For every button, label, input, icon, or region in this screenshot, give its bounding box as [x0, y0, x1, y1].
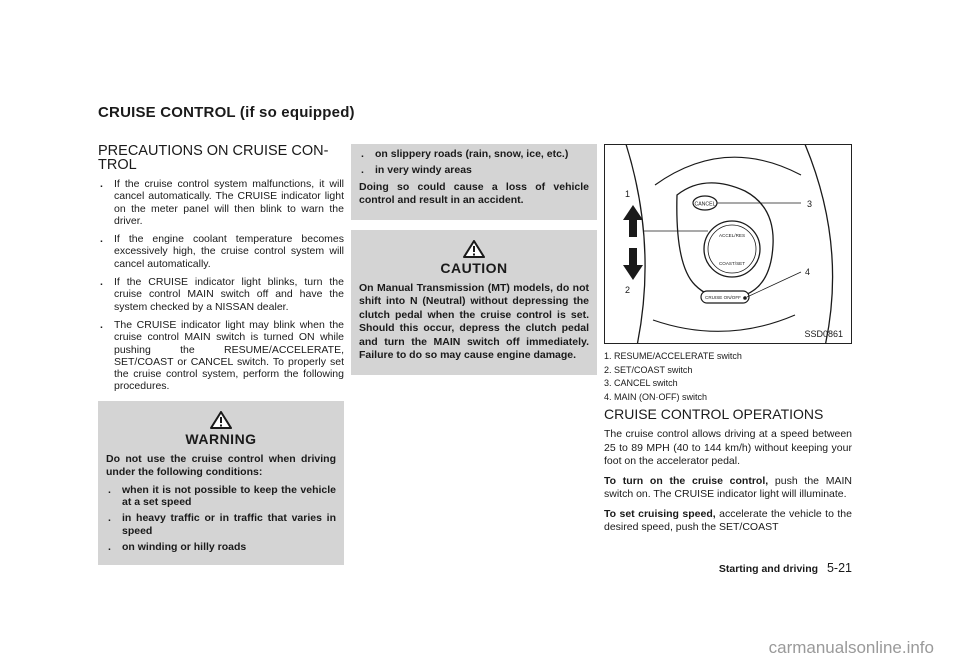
switch-legend — [604, 350, 852, 404]
cancel-switch-label: CANCEL — [694, 201, 716, 208]
warning-closing: Doing so could cause a loss of vehicle control and result in an accident. — [359, 180, 589, 207]
watermark: carmanualsonline.info — [768, 638, 934, 657]
callout-2: 2 — [625, 285, 631, 295]
list-item: . If the cruise control system malfunctions, it will cancel automatically. The CRUISE indicator light on the meter panel will then blink to warn the driver. — [100, 178, 344, 227]
warning-icon — [210, 411, 232, 429]
legend-item: 1. RESUME/ACCELERATE switch — [604, 351, 742, 361]
list-item: . If the engine coolant temperature becomes excessively high, the cruise control system will cancel automatically. — [100, 233, 344, 270]
operations-body — [604, 428, 852, 535]
warning-list — [106, 484, 336, 553]
column-right — [604, 144, 852, 541]
caution-text: On Manual Transmission (MT) models, do not shift into N (Neutral) without depressing the clutch pedal when the cruise control is set. Should this occur, depress the clutch pedal and turn the MAIN switch off immediately. Failure to do so may cause engine damage. — [359, 281, 589, 362]
operations-paragraph: To turn on the cruise control, push the MAIN switch on. The CRUISE indicator light will illuminate. — [604, 474, 852, 500]
accel-switch-label: ACCEL/RES — [718, 233, 746, 238]
caution-icon — [463, 240, 485, 258]
operations-heading: CRUISE CONTROL OPERATIONS — [604, 406, 824, 422]
down-arrow-icon — [623, 248, 643, 280]
switch-diagram — [604, 144, 852, 344]
list-item: . in heavy traffic or in traffic that varies in speed — [108, 512, 336, 537]
section-title: CRUISE CONTROL (if so equipped) — [98, 104, 355, 121]
list-item: . The CRUISE indicator light may blink when the cruise control MAIN switch is turned ON while pushing the RESUME/ACCELERATE, SET/COAST or CANCEL switch. To properly set the cruise control system, perform the following procedures. — [100, 318, 344, 393]
legend-item: 2. SET/COAST switch — [604, 364, 693, 375]
caution-title: CAUTION — [440, 259, 508, 276]
callout-1: 1 — [625, 189, 631, 199]
list-item: . on winding or hilly roads — [108, 540, 247, 553]
list-item: . on slippery roads (rain, snow, ice, etc.) — [361, 148, 569, 160]
list-item: . when it is not possible to keep the vehicle at a set speed — [108, 483, 336, 509]
column-middle — [351, 144, 597, 375]
warning-title: WARNING — [185, 430, 257, 447]
precautions-list — [98, 178, 344, 393]
legend-item: 3. CANCEL switch — [604, 378, 678, 388]
page-number: 5-21 — [826, 561, 852, 575]
up-arrow-icon — [623, 205, 643, 237]
warning-list-continued — [359, 148, 589, 177]
warning-box-continued — [351, 144, 597, 220]
figure-code: SSD0861 — [804, 329, 843, 339]
page-footer — [719, 561, 852, 575]
main-switch-label: CRUISE ON/OFF — [705, 295, 741, 300]
operations-paragraph: The cruise control allows driving at a speed between 25 to 89 MPH (40 to 144 km/h) without keeping your foot on the accelerator pedal. — [604, 428, 852, 467]
footer-section: Starting and driving — [718, 563, 819, 575]
warning-box — [98, 401, 344, 565]
precautions-heading: PRECAUTIONS ON CRUISE CON- TROL — [98, 143, 329, 173]
callout-4: 4 — [805, 267, 811, 277]
list-item: . in very windy areas — [361, 164, 472, 177]
legend-item: 4. MAIN (ON·OFF) switch — [604, 391, 707, 402]
callout-3: 3 — [807, 199, 813, 209]
caution-box — [351, 230, 597, 375]
column-left — [98, 144, 344, 565]
list-item: . If the CRUISE indicator light blinks, turn the cruise control MAIN switch off and have the system checked by a NISSAN dealer. — [100, 276, 344, 313]
warning-intro: Do not use the cruise control when driving under the following conditions: — [106, 452, 336, 479]
coast-switch-label: COAST/SET — [718, 261, 746, 266]
operations-paragraph: To set cruising speed, accelerate the vehicle to the desired speed, push the SET/COAST — [604, 507, 852, 533]
steering-switch-illustration — [605, 145, 851, 343]
